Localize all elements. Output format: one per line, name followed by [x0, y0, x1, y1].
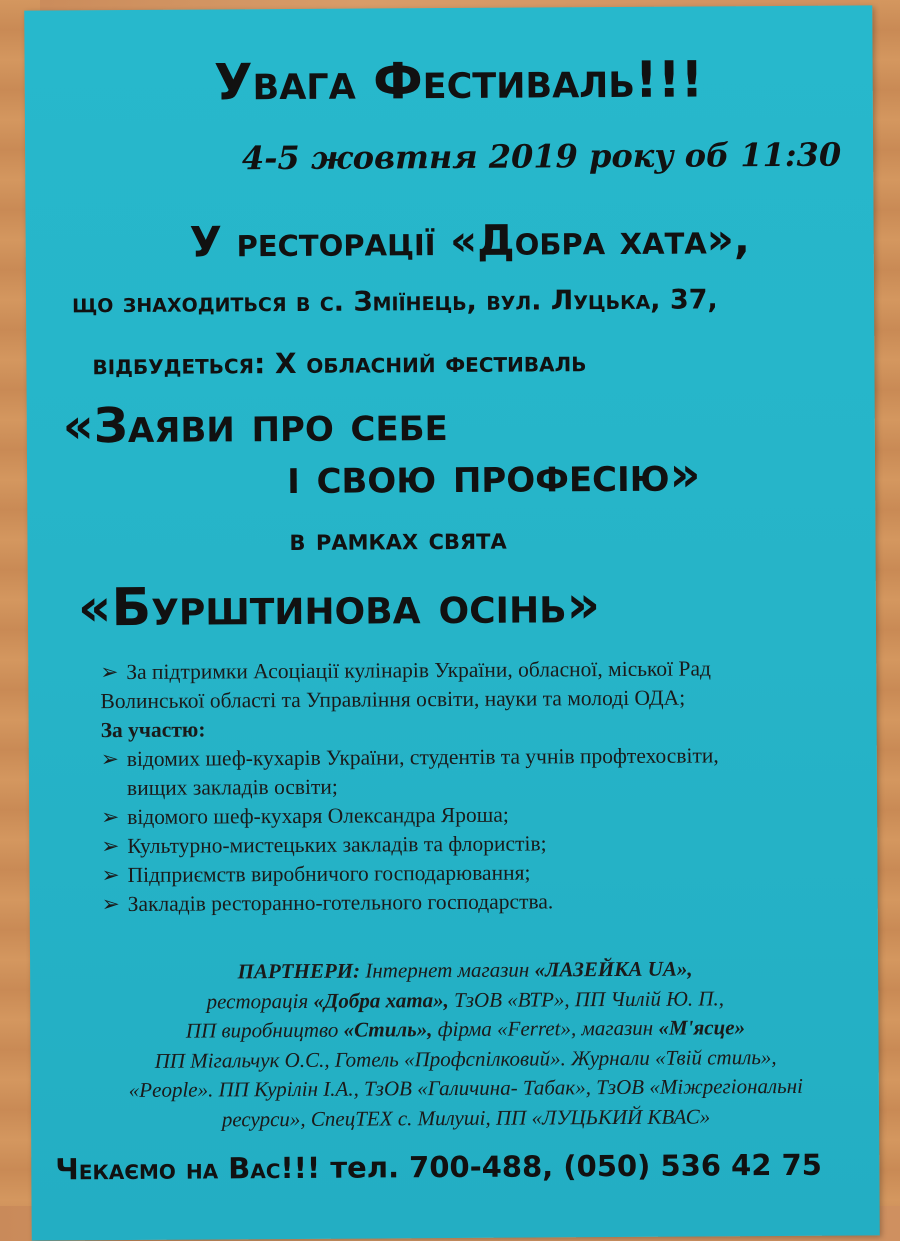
- partners-block: [80, 954, 851, 1136]
- arrow-bullet-icon: ➢: [101, 892, 120, 917]
- arrow-bullet-icon: ➢: [100, 660, 119, 685]
- support-text-2: Волинської області та Управління освіти, науки та молоді ОДА;: [100, 685, 686, 714]
- event-date: 4-5 жовтня 2019 року об 11:30: [241, 135, 842, 178]
- partner-name: «Добра хата»,: [313, 987, 449, 1013]
- frame-line: в рамках свята: [289, 521, 507, 558]
- partners-line: [80, 983, 850, 1017]
- participant-text: відомого шеф-кухаря Олександра Яроша;: [127, 802, 509, 829]
- partner-text: ТзОВ «ВТР», ПП Чилій Ю. П.,: [454, 985, 725, 1012]
- partner-text: ПП виробництво: [185, 1017, 339, 1043]
- participant-text: Культурно-мистецьких закладів та флористів;: [127, 831, 547, 858]
- partners-line: «People». ПП Курілін І.А., ТзОВ «Галичина- Табак», ТзОВ «Міжрегіональні: [128, 1073, 804, 1102]
- footer-invite: Чекаємо на Вас!!!: [55, 1150, 321, 1187]
- footer-contact: [55, 1148, 822, 1187]
- partner-text: фірма «Ferret», магазин: [437, 1015, 654, 1042]
- arrow-bullet-icon: ➢: [100, 747, 119, 772]
- restaurant-line: У ресторації «Добра хата»,: [189, 214, 750, 267]
- partner-text: ресторація: [206, 988, 309, 1014]
- festival-name-line-2: і свою професію»: [286, 446, 701, 506]
- participant-text: Закладів ресторанно-готельного господарства.: [127, 889, 554, 916]
- partners-line: ПП Мігальчук О.С., Готель «Профспілковий». Журнали «Твій стиль»,: [154, 1044, 777, 1073]
- arrow-bullet-icon: ➢: [101, 834, 120, 859]
- partner-name: «Стиль»,: [343, 1017, 433, 1042]
- partners-line: ресурси», СпецТЕХ с. Милуші, ПП «ЛУЦЬКИЙ КВАС»: [221, 1103, 711, 1131]
- festival-name-line-1: «Заяви про себе: [62, 396, 448, 455]
- list-item: [101, 857, 841, 891]
- support-text-1: За підтримки Асоціації кулінарів України, обласної, міської Рад: [126, 656, 711, 684]
- partner-name: «М'ясце»: [658, 1015, 746, 1040]
- arrow-bullet-icon: ➢: [101, 805, 120, 830]
- participant-text: відомих шеф-кухарів України, студентів та учнів профтехосвіти,: [126, 743, 719, 771]
- partner-name: «ЛАЗЕЙКА UA»,: [534, 956, 693, 982]
- poster-title: Увага Фестиваль!!!: [213, 50, 704, 112]
- address-line: що знаходиться в с. Зміїнець, вул. Луцька, 37,: [71, 284, 718, 320]
- partners-line: [80, 954, 850, 988]
- list-item: [102, 886, 842, 920]
- info-list: [100, 654, 842, 920]
- list-item: [101, 828, 841, 862]
- partners-line: [80, 1013, 850, 1047]
- festival-poster: [24, 5, 879, 1240]
- arrow-bullet-icon: ➢: [101, 863, 120, 888]
- list-item: [101, 799, 841, 833]
- participant-text: Підприємств виробничого господарювання;: [127, 860, 531, 887]
- participant-text-cont: вищих закладів освіти;: [126, 774, 338, 800]
- holiday-name: «Бурштинова осінь»: [77, 575, 601, 639]
- event-line: відбудеться: Х обласний фестиваль: [92, 345, 587, 382]
- partner-text: Інтернет магазин: [365, 957, 530, 983]
- support-item: [100, 654, 840, 688]
- footer-phone: тел. 700-488, (050) 536 42 75: [330, 1147, 823, 1185]
- partners-label: ПАРТНЕРИ:: [237, 958, 361, 984]
- participation-label: За участю:: [100, 717, 206, 743]
- list-item: [101, 741, 841, 804]
